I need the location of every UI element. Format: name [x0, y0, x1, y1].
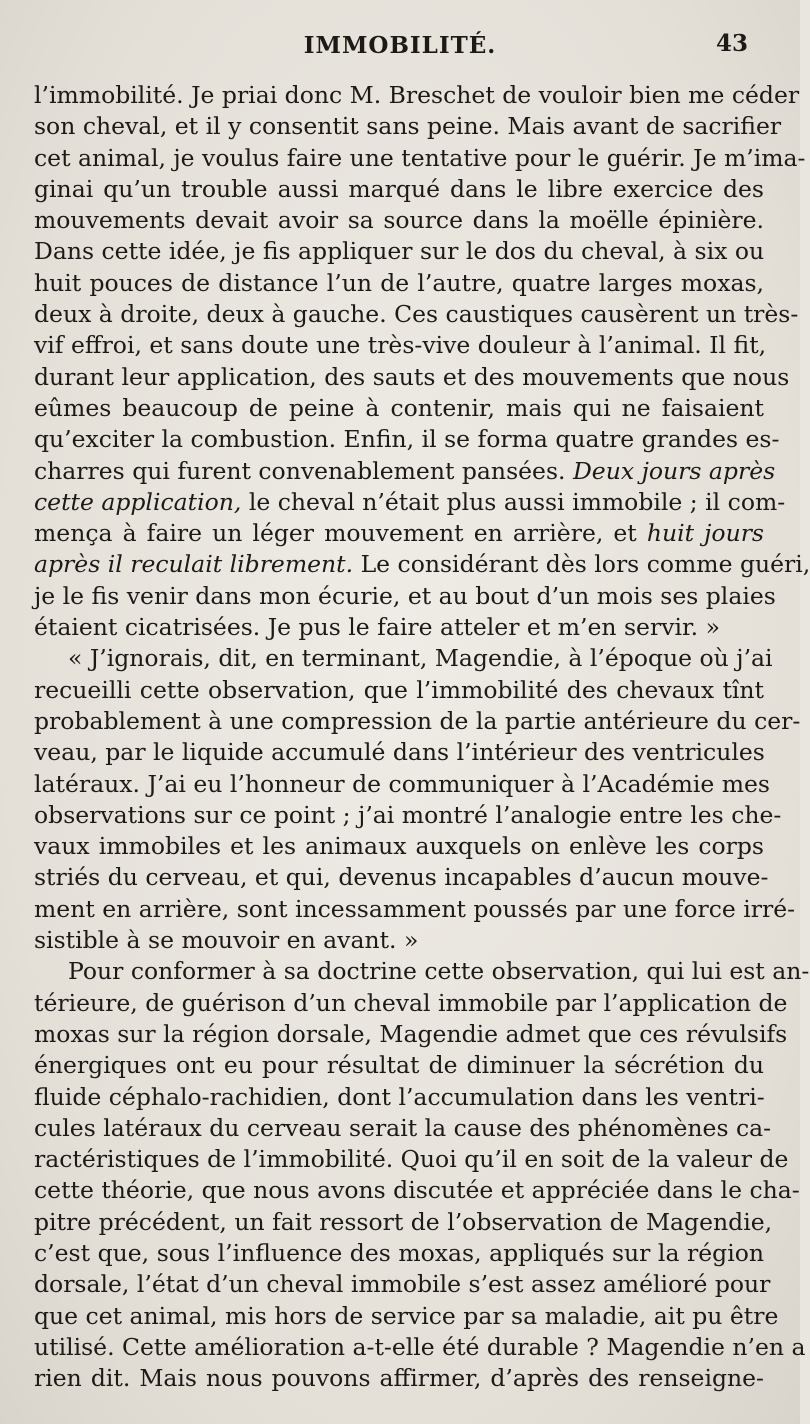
running-head [40, 30, 760, 66]
text-line: eûmes beaucoup de peine à contenir, mais qui ne faisaient [34, 393, 764, 422]
text-line: qu’exciter la combustion. Enfin, il se forma quatre grandes es- [34, 425, 780, 454]
text-line: c’est que, sous l’influence des moxas, appliqués sur la région [34, 1238, 764, 1267]
text-line: veau, par le liquide accumulé dans l’intérieur des ventricules [34, 738, 765, 767]
text-line: durant leur application, des sauts et des mouvements que nous [34, 362, 790, 391]
text-line: ginai qu’un trouble aussi marqué dans le libre exercice des [34, 174, 764, 203]
text-line-mixed [34, 518, 764, 549]
text-line: cet animal, je voulus faire une tentative pour le guérir. Je m’ima- [34, 143, 806, 172]
text-line: rien dit. Mais nous pouvons affirmer, d’après des renseigne- [34, 1364, 764, 1393]
text-line: recueilli cette observation, que l’immobilité des chevaux tînt [34, 675, 764, 704]
text-line: vaux immobiles et les animaux auxquels on enlève les corps [34, 832, 764, 861]
text-line-mixed [34, 549, 810, 580]
text-segment: Le considérant dès lors comme guéri, [360, 550, 810, 579]
paragraph-first-line: « J’ignorais, dit, en terminant, Magendie, à l’époque où j’ai [68, 644, 773, 673]
text-line: observations sur ce point ; j’ai montré l’analogie entre les che- [34, 800, 782, 829]
text-line: probablement à une compression de la partie antérieure du cer- [34, 706, 801, 735]
text-segment: charres qui furent convenablement pansées. [34, 456, 566, 485]
text-line: pitre précédent, un fait ressort de l’observation de Magendie, [34, 1207, 773, 1236]
body-text [34, 80, 810, 1394]
paragraph-first-line: Pour conformer à sa doctrine cette observation, qui lui est an- [68, 957, 810, 986]
text-line: utilisé. Cette amélioration a-t-elle été durable ? Magendie n’en a [34, 1332, 806, 1361]
text-line: moxas sur la région dorsale, Magendie admet que ces révulsifs [34, 1019, 788, 1048]
text-line: que cet animal, mis hors de service par sa maladie, ait pu être [34, 1301, 779, 1330]
running-title: IMMOBILITÉ. [303, 32, 497, 59]
italic-segment: Deux jours après [572, 456, 776, 485]
text-segment: mença à faire un léger mouvement en arrière, et [34, 519, 637, 548]
italic-segment: cette application, [34, 487, 242, 516]
text-line: étaient cicatrisées. Je pus le faire atteler et m’en servir. » [34, 613, 720, 642]
page-number: 43 [715, 30, 748, 57]
italic-segment: huit jours [646, 519, 764, 548]
text-line: sistible à se mouvoir en avant. » [34, 926, 419, 955]
text-line: ractéristiques de l’immobilité. Quoi qu’il en soit de la valeur de [34, 1145, 789, 1174]
text-line: cules latéraux du cerveau serait la cause des phénomènes ca- [34, 1113, 772, 1142]
italic-segment: après il reculait librement. [34, 550, 354, 579]
text-line: je le fis venir dans mon écurie, et au bout d’un mois ses plaies [34, 581, 776, 610]
text-line: latéraux. J’ai eu l’honneur de communiquer à l’Académie mes [34, 769, 770, 798]
text-segment: le cheval n’était plus aussi immobile ; il com- [248, 487, 786, 516]
text-line: huit pouces de distance l’un de l’autre, quatre larges moxas, [34, 268, 764, 297]
text-line: cette théorie, que nous avons discutée et appréciée dans le cha- [34, 1176, 800, 1205]
text-line: l’immobilité. Je priai donc M. Breschet de vouloir bien me céder [34, 81, 800, 109]
text-line: mouvements devait avoir sa source dans la moëlle épinière. [34, 206, 764, 235]
text-line: deux à droite, deux à gauche. Ces caustiques causèrent un très- [34, 300, 799, 329]
text-line: énergiques ont eu pour résultat de diminuer la sécrétion du [34, 1051, 764, 1080]
text-line: térieure, de guérison d’un cheval immobile par l’application de [34, 988, 788, 1017]
text-line: striés du cerveau, et qui, devenus incapables d’aucun mouve- [34, 863, 769, 892]
text-line: vif effroi, et sans doute une très-vive douleur à l’animal. Il fit, [34, 331, 767, 360]
text-line-mixed [34, 456, 776, 487]
text-line: dorsale, l’état d’un cheval immobile s’est assez amélioré pour [34, 1270, 771, 1299]
text-line: ment en arrière, sont incessamment poussés par une force irré- [34, 894, 796, 923]
text-line: Dans cette idée, je fis appliquer sur le dos du cheval, à six ou [34, 237, 765, 266]
text-line: son cheval, et il y consentit sans peine. Mais avant de sacrifier [34, 112, 782, 141]
text-line-mixed [34, 487, 786, 518]
text-line: fluide céphalo-rachidien, dont l’accumulation dans les ventri- [34, 1082, 765, 1111]
